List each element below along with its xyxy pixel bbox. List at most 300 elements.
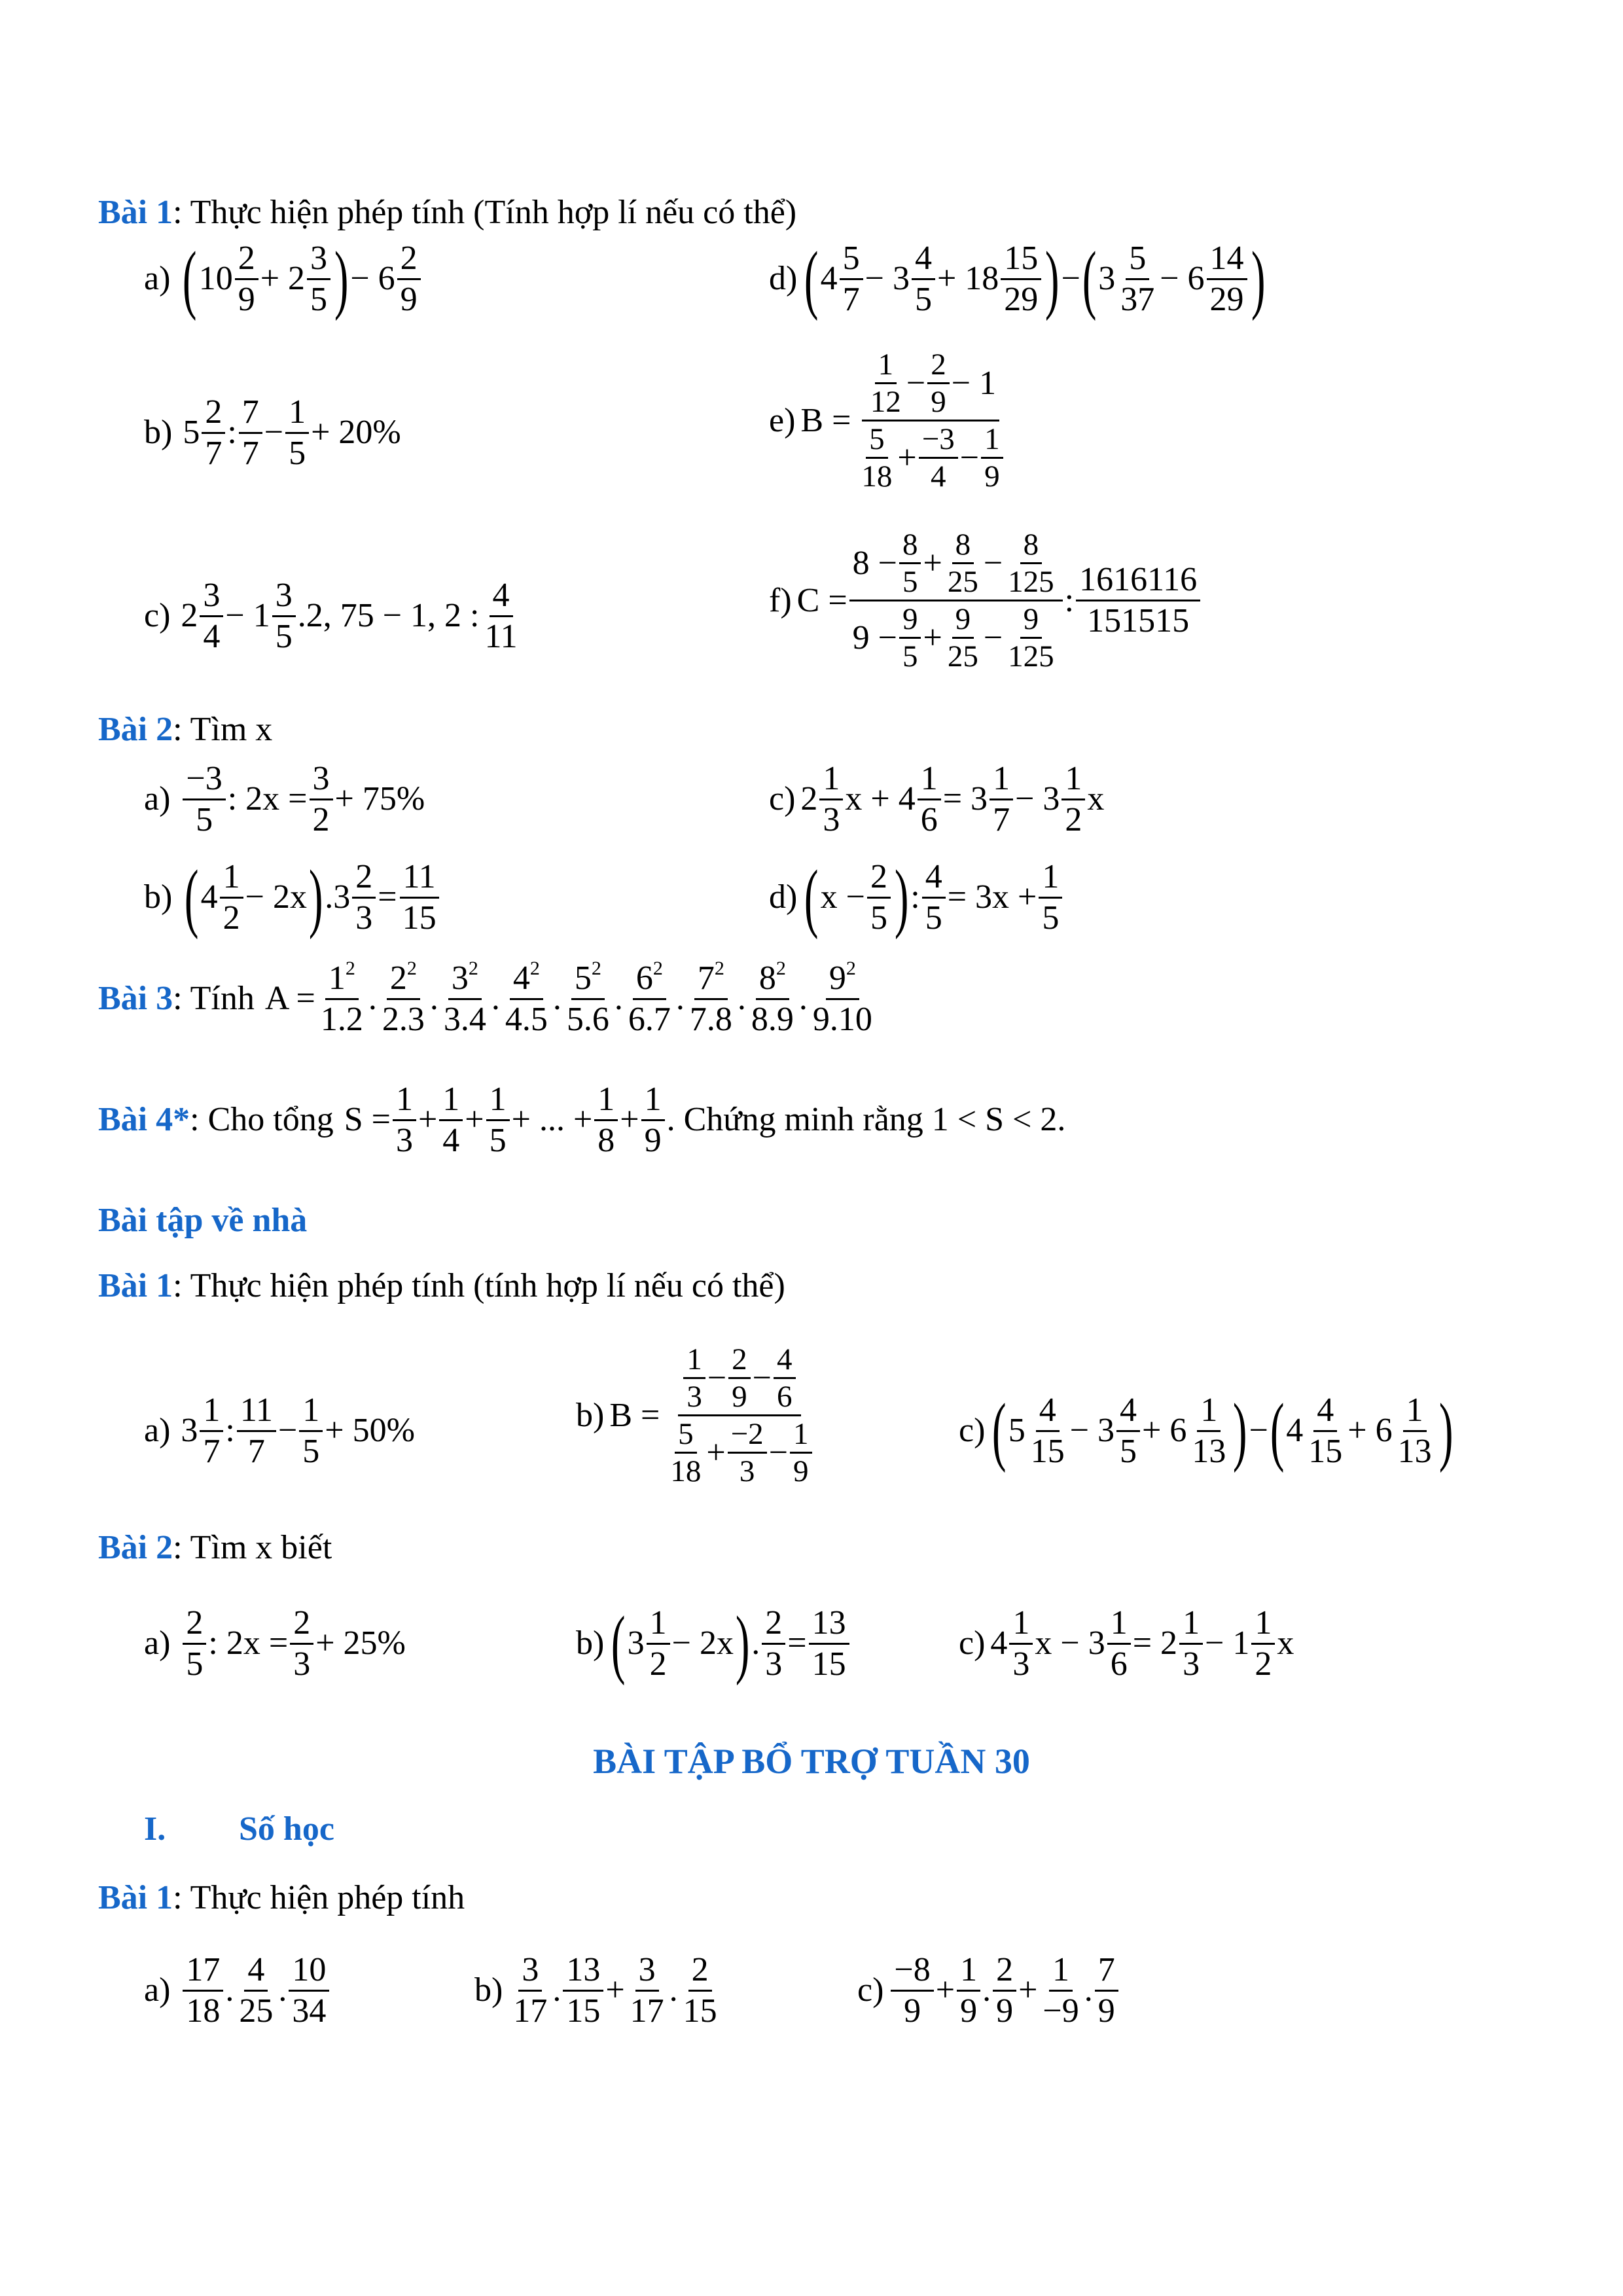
denominator: 18 (186, 1992, 221, 2030)
exponent: 2 (345, 958, 355, 979)
item-letter: a) (144, 1624, 171, 1662)
section-number: I. (144, 1810, 166, 1848)
fraction (680, 1950, 721, 2031)
denominator: 3 (823, 800, 840, 838)
hw-bai2-text: : Tìm x biết (173, 1529, 332, 1566)
whole: 5 (183, 414, 200, 452)
numerator (633, 959, 666, 1000)
fraction (200, 576, 223, 656)
denominator: 13 (1192, 1432, 1226, 1470)
denominator: 5 (196, 800, 213, 838)
operator: : (1064, 581, 1075, 619)
denominator: 125 (1008, 565, 1054, 600)
item-letter: b) (576, 1396, 605, 1434)
fraction (1001, 239, 1041, 319)
p1-bai2-d (769, 854, 1064, 941)
operator: + 75% (334, 780, 425, 818)
numerator: 2 (688, 1950, 712, 1992)
fraction (1395, 1391, 1435, 1471)
denominator: 5 (914, 280, 932, 318)
denominator: 7 (842, 280, 860, 318)
whole: 2 (181, 597, 198, 635)
numerator: 9 (1020, 601, 1043, 639)
denominator: 3 (1012, 1645, 1030, 1683)
fraction (1251, 1604, 1275, 1684)
exponent: 2 (776, 958, 786, 979)
hw-bai1-label: Bài 1 (98, 1267, 173, 1304)
operator: = 3x + (947, 878, 1037, 916)
hw-bai1-c (959, 1388, 1455, 1474)
base: 8 (758, 960, 776, 997)
lhs: B = (800, 401, 851, 439)
numerator: 7 (1095, 1950, 1118, 1992)
fraction (944, 527, 982, 600)
lhs: C = (796, 581, 847, 619)
supplement-title: BÀI TẬP BỔ TRỢ TUẦN 30 (593, 1742, 1030, 1781)
numerator: 2 (993, 1950, 1016, 1992)
denominator: 18 (861, 459, 893, 494)
denominator: 5 (186, 1645, 204, 1683)
numerator: 1 (641, 1080, 665, 1121)
operator: − (983, 619, 1003, 656)
numerator: 2 (352, 857, 376, 899)
numerator: −2 (728, 1416, 767, 1454)
product-terms (315, 959, 878, 1039)
p1-bai1-f (769, 527, 1202, 674)
exponent: 2 (406, 958, 417, 979)
left-paren: ( (804, 854, 819, 941)
denominator: 3 (355, 899, 373, 937)
denominator: 8 (597, 1121, 615, 1159)
denominator: 3 (1183, 1645, 1200, 1683)
denominator: 7.8 (689, 1000, 732, 1038)
numerator: 5 (1126, 239, 1149, 280)
fraction (927, 347, 950, 420)
denominator: 5 (1042, 899, 1060, 937)
p1-bai1-d (769, 236, 1267, 322)
multiply-dot: . (614, 980, 623, 1018)
fraction (202, 393, 225, 473)
whole: 4 (820, 260, 838, 298)
operator: . (751, 1624, 760, 1662)
operator: − (768, 1433, 789, 1471)
item-letter: c) (144, 597, 171, 635)
fraction (1005, 601, 1058, 674)
fraction (809, 1604, 849, 1684)
denominator: 5 (489, 1121, 507, 1159)
numerator: 7 (239, 393, 262, 434)
product-term (810, 959, 876, 1039)
fraction (1207, 239, 1247, 319)
operator: = 2 (1132, 1624, 1178, 1662)
right-paren: ) (1045, 236, 1060, 322)
denominator: 17 (630, 1992, 664, 2030)
sup-bai1-text: : Thực hiện phép tính (173, 1879, 465, 1916)
item-letter: f) (769, 581, 792, 619)
compound-denominator (662, 1416, 817, 1489)
whole: 3 (1098, 260, 1116, 298)
denominator: 6.7 (628, 1000, 671, 1038)
denominator: 15 (1030, 1432, 1065, 1470)
numerator: 1 (981, 422, 1003, 459)
fraction (235, 239, 259, 319)
denominator: 6 (1110, 1645, 1128, 1683)
fraction (762, 1604, 785, 1684)
fraction (272, 576, 296, 656)
operator: − 6 (1160, 260, 1205, 298)
fraction (867, 857, 891, 938)
fraction (393, 1080, 416, 1160)
numerator: 11 (400, 857, 439, 899)
whole: 10 (198, 260, 233, 298)
operator: + 25% (315, 1624, 406, 1662)
fraction (183, 759, 225, 840)
operator: − (983, 544, 1003, 582)
base: 1 (328, 960, 346, 997)
denominator: 3.4 (443, 1000, 486, 1038)
p1-bai2-a (144, 759, 425, 840)
numerator: 1 (200, 1391, 223, 1432)
operator: x − (820, 878, 865, 916)
numerator: 2 (290, 1604, 313, 1645)
section-title: Số học (239, 1810, 334, 1848)
numerator: 3 (200, 576, 223, 617)
p1-bai2-heading (98, 710, 272, 749)
fraction (990, 759, 1013, 840)
denominator: 5.6 (566, 1000, 609, 1038)
operator: − 1 (951, 364, 997, 402)
numerator: 3 (518, 1950, 542, 1992)
variable: x (1277, 1624, 1294, 1662)
denominator: 9 (1097, 1992, 1115, 2030)
numerator: 1 (647, 1604, 670, 1645)
item-letter: a) (144, 1971, 171, 2009)
p1-bai1-e (769, 347, 1010, 494)
p1-bai4-text: : Cho tổng (190, 1101, 334, 1139)
numerator: 17 (183, 1950, 223, 1992)
fraction (399, 857, 440, 938)
multiply-dot: . (368, 980, 377, 1018)
operator: + 20% (311, 414, 401, 452)
fraction (667, 1416, 704, 1489)
fraction (918, 759, 941, 840)
numerator: 8 (1020, 527, 1043, 564)
numerator: 4 (922, 857, 946, 899)
whole: 3 (181, 1412, 198, 1450)
numerator: 2 (202, 393, 225, 434)
fraction (993, 1950, 1016, 2031)
numerator: 9 (952, 601, 974, 639)
fraction (236, 1950, 276, 2031)
compound-numerator (678, 1342, 800, 1416)
whole: 4 (990, 1624, 1008, 1662)
fraction (1039, 857, 1062, 938)
operator: − 1 (225, 597, 270, 635)
fraction (183, 1604, 206, 1684)
fraction (728, 1416, 767, 1489)
item-letter: c) (959, 1412, 986, 1450)
numerator: 13 (809, 1604, 849, 1645)
numerator: 5 (840, 239, 863, 280)
numerator: 4 (1036, 1391, 1060, 1432)
denominator: 2 (1255, 1645, 1272, 1683)
denominator: 7 (241, 434, 259, 472)
operator: + (706, 1433, 726, 1471)
hw-bai1-heading (98, 1266, 785, 1306)
denominator: 15 (812, 1645, 846, 1683)
denominator: 2.3 (382, 1000, 425, 1038)
operator: + ... + (511, 1101, 593, 1139)
fraction (1117, 239, 1158, 319)
denominator: 1.2 (320, 1000, 363, 1038)
denominator: 9 (931, 385, 946, 420)
operator: + 2 (260, 260, 306, 298)
numerator: 5 (866, 422, 888, 459)
denominator: 7 (993, 800, 1010, 838)
numerator: 1 (1009, 1604, 1033, 1645)
numerator: −3 (183, 759, 225, 800)
operator: + 6 (1142, 1412, 1187, 1450)
operator: + (897, 439, 917, 476)
numerator: 8 (952, 527, 974, 564)
base: 6 (635, 960, 653, 997)
fraction (1188, 1391, 1229, 1471)
whole: 9 − (852, 619, 897, 656)
fraction (285, 393, 309, 473)
denominator: 9 (732, 1380, 747, 1414)
multiply-dot: . (798, 980, 808, 1018)
operator: : (225, 1412, 235, 1450)
item-letter: d) (769, 878, 798, 916)
hw-bai1-b (576, 1342, 819, 1489)
operator: − 3 (865, 260, 910, 298)
numerator: 1 (1197, 1391, 1221, 1432)
numerator (448, 959, 482, 1000)
left-paren: ( (1270, 1388, 1285, 1474)
operator: + (923, 544, 942, 582)
fraction (352, 857, 376, 938)
denominator: 4.5 (505, 1000, 548, 1038)
denominator: 9 (996, 1992, 1014, 2030)
fraction (981, 422, 1003, 494)
numerator: 2 (397, 239, 421, 280)
denominator: 7 (205, 434, 223, 472)
compound-fraction (662, 1342, 817, 1489)
fraction (922, 857, 946, 938)
exponent: 2 (591, 958, 601, 979)
fraction (774, 1342, 796, 1414)
whole: 4 (1286, 1412, 1304, 1450)
denominator: 5 (870, 899, 887, 937)
fraction (307, 239, 330, 319)
numerator (826, 959, 859, 1000)
numerator: 1 (1179, 1604, 1203, 1645)
denominator: 15 (1308, 1432, 1343, 1470)
fraction (944, 601, 982, 674)
sup-bai1-a: a) $\frac{17}{18}$ . $\frac{4}{25}$ . $\frac{10}{34}$ (144, 1950, 331, 2031)
base: 4 (512, 960, 530, 997)
right-paren: ) (894, 854, 909, 941)
operator: − (707, 1359, 727, 1397)
operator: − (277, 1412, 298, 1450)
denominator: 15 (683, 1992, 717, 2030)
p1-bai1-b (144, 393, 401, 473)
numerator: 3 (635, 1950, 659, 1992)
fraction (563, 1950, 603, 2031)
p1-bai1-text: : Thực hiện phép tính (Tính hợp lí nếu có thể) (173, 194, 797, 231)
numerator: 15 (1001, 239, 1041, 280)
denominator: 151515 (1087, 602, 1190, 640)
numerator: 4 (490, 576, 513, 617)
fraction (239, 393, 262, 473)
denominator: 29 (1004, 280, 1039, 318)
numerator: 1 (285, 393, 309, 434)
exponent: 2 (714, 958, 724, 979)
denominator: 2 (312, 800, 330, 838)
denominator: 15 (402, 899, 437, 937)
compound-denominator (849, 601, 1063, 674)
compound-numerator (849, 527, 1063, 601)
fraction (1107, 1604, 1131, 1684)
numerator: 2 (235, 239, 259, 280)
numerator: 4 (774, 1342, 796, 1379)
compound-denominator (853, 422, 1008, 494)
fraction (1027, 1391, 1068, 1471)
fraction (397, 239, 421, 319)
operator: x + 4 (845, 780, 916, 818)
base: 5 (574, 960, 592, 997)
product-term (748, 959, 797, 1039)
denominator: 4 (931, 459, 946, 494)
sup-bai1-heading (98, 1878, 465, 1918)
fraction (486, 1080, 510, 1160)
operator: + 18 (936, 260, 999, 298)
denominator: 4 (203, 617, 221, 655)
sup-bai1-label: Bài 1 (98, 1879, 173, 1916)
operator: : (910, 878, 920, 916)
numerator: 3 (272, 576, 296, 617)
denominator: 3 (765, 1645, 783, 1683)
p1-bai1-label: Bài 1 (98, 194, 173, 231)
fraction (919, 422, 958, 494)
fraction (510, 1950, 550, 2031)
operator: + 50% (325, 1412, 415, 1450)
fraction (1116, 1391, 1140, 1471)
operator: x − 3 (1035, 1624, 1105, 1662)
denominator: 11 (484, 617, 518, 655)
left-paren: ( (185, 854, 199, 941)
fraction (899, 527, 921, 600)
fraction (237, 1391, 276, 1471)
fraction (641, 1080, 665, 1160)
statement: . Chứng minh rằng 1 < S < 2. (666, 1101, 1066, 1139)
operator: − (959, 439, 980, 476)
denominator: 5 (275, 617, 293, 655)
base: 3 (451, 960, 469, 997)
denominator: 34 (292, 1992, 327, 2030)
fraction (627, 1950, 668, 2031)
sup-bai1-c: c) $\frac{-8}{9}$ + $\frac{1}{9}$ . $\frac{2}{9}$ + $\frac{1}{-9}$ . $\frac{7}{9}$ (857, 1950, 1120, 2031)
sup-bai1-b: b) $\frac{3}{17}$ . $\frac{13}{15}$ + $\frac{3}{17}$ . $\frac{2}{15}$ (474, 1950, 722, 2031)
p1-bai2-label: Bài 2 (98, 711, 173, 748)
numerator: 2 (867, 857, 891, 899)
product-term (502, 959, 551, 1039)
fraction (899, 601, 921, 674)
numerator: −3 (919, 422, 958, 459)
lhs: A = (264, 980, 315, 1018)
numerator: 13 (563, 1950, 603, 1992)
product-term (379, 959, 428, 1039)
operator: − (752, 1359, 772, 1397)
numerator: 8 (899, 527, 921, 564)
left-paren: ( (1082, 236, 1097, 322)
right-paren: ) (334, 236, 349, 322)
numerator: 2 (762, 1604, 785, 1645)
base: 2 (389, 960, 407, 997)
numerator: 5 (675, 1416, 697, 1454)
whole: 8 − (852, 544, 897, 582)
numerator: 1 (990, 759, 1013, 800)
compound-numerator (862, 347, 999, 422)
operator: − 2x (245, 878, 307, 916)
numerator: 4 (1116, 1391, 1140, 1432)
denominator: 2 (223, 899, 240, 937)
fraction (1179, 1604, 1203, 1684)
denominator: 25 (947, 565, 978, 600)
p1-bai2-text: : Tìm x (173, 711, 273, 748)
hw-bai2-heading (98, 1528, 332, 1568)
exponent: 2 (652, 958, 663, 979)
numerator (756, 959, 789, 1000)
right-paren: ) (735, 1600, 750, 1687)
item-letter: b) (144, 414, 173, 452)
hw-bai2-label: Bài 2 (98, 1529, 173, 1566)
operator: + (605, 1971, 625, 2009)
numerator: 4 (912, 239, 935, 280)
numerator: 1 (299, 1391, 323, 1432)
numerator: 1 (790, 1416, 812, 1454)
operator: = (378, 878, 397, 916)
numerator: 3 (307, 239, 330, 280)
numerator: 1 (1061, 759, 1085, 800)
denominator: 5 (289, 434, 306, 472)
right-paren: ) (1251, 236, 1265, 322)
denominator: 25 (239, 1992, 274, 2030)
numerator: 9 (899, 601, 921, 639)
numerator: 1 (819, 759, 843, 800)
compound-fraction (853, 347, 1008, 494)
fraction (867, 347, 904, 420)
operator: − 6 (350, 260, 395, 298)
p1-bai1-a (144, 236, 423, 322)
numerator: 1 (1039, 857, 1062, 899)
fraction (289, 1950, 329, 2031)
denominator: 6 (777, 1380, 793, 1414)
denominator: 9 (793, 1454, 809, 1489)
fraction (220, 857, 243, 938)
item-letter: b) (576, 1624, 605, 1662)
left-paren: ( (804, 236, 819, 322)
fraction (290, 1604, 313, 1684)
operator: : 2x = (208, 1624, 289, 1662)
fraction (183, 1950, 223, 2031)
numerator (387, 959, 420, 1000)
multiply-dot: . (552, 980, 562, 1018)
item-letter: c) (959, 1624, 986, 1662)
base: 7 (697, 960, 715, 997)
denominator: 3 (395, 1121, 413, 1159)
operator: − 1 (1205, 1624, 1250, 1662)
